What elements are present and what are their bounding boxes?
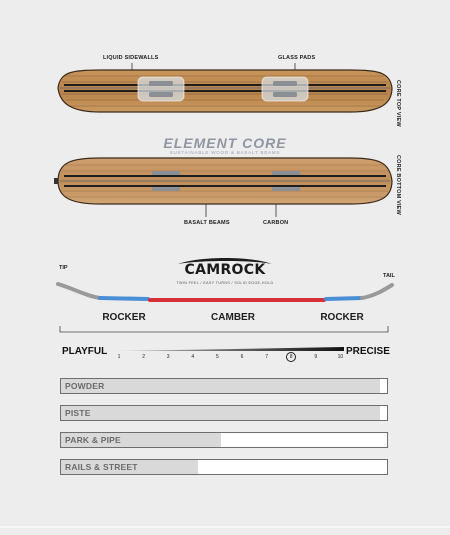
zone-bracket bbox=[60, 326, 388, 332]
terrain-rating-bar bbox=[61, 406, 380, 420]
terrain-label: RAILS & STREET bbox=[65, 462, 138, 472]
element-core-title: ELEMENT CORE bbox=[163, 135, 287, 151]
core-top-view-label: CORE TOP VIEW bbox=[395, 80, 401, 127]
flex-tick: 9 bbox=[314, 354, 318, 360]
terrain-rating-bar bbox=[61, 379, 380, 393]
flex-ramp bbox=[118, 347, 344, 351]
basalt-beams-label: BASALT BEAMS bbox=[184, 220, 230, 226]
flex-tick: 10 bbox=[337, 354, 344, 360]
core-top-view bbox=[58, 70, 392, 112]
flex-tick: 1 bbox=[117, 354, 121, 360]
terrain-row bbox=[60, 459, 388, 475]
tail-label: TAIL bbox=[383, 273, 395, 279]
terrain-row bbox=[60, 405, 388, 421]
core-bottom-view bbox=[54, 158, 392, 204]
flex-tick: 7 bbox=[265, 354, 268, 360]
flex-tick: 6 bbox=[240, 354, 244, 360]
terrain-label: PARK & PIPE bbox=[65, 435, 121, 445]
flex-playful-label: PLAYFUL bbox=[62, 346, 108, 357]
flex-tick: 5 bbox=[216, 354, 219, 360]
profile-title: CAMROCK bbox=[184, 262, 266, 278]
element-core-subtitle: SUSTAINABLE WOOD & BASALT BEAMS bbox=[169, 150, 281, 155]
flex-tick: 8 bbox=[286, 352, 296, 362]
terrain-row bbox=[60, 432, 388, 448]
core-bottom-view-label: CORE BOTTOM VIEW bbox=[395, 155, 401, 215]
liquid-sidewalls-label: LIQUID SIDEWALLS bbox=[103, 55, 159, 61]
carbon-label: CARBON bbox=[263, 220, 289, 226]
flex-tick: 3 bbox=[166, 354, 170, 360]
zone-rocker-right: ROCKER bbox=[320, 312, 364, 323]
tip-label: TIP bbox=[59, 265, 68, 271]
terrain-label: PISTE bbox=[65, 408, 91, 418]
terrain-label: POWDER bbox=[65, 381, 105, 391]
flex-precise-label: PRECISE bbox=[346, 346, 390, 357]
profile-subtitle: TWIN FEEL / EASY TURNS / SOLID EDGE-HOLD bbox=[176, 281, 274, 285]
glass-pads-label: GLASS PADS bbox=[278, 55, 316, 61]
terrain-row bbox=[60, 378, 388, 394]
flex-tick: 2 bbox=[142, 354, 145, 360]
flex-tick: 4 bbox=[191, 354, 195, 360]
zone-rocker-left: ROCKER bbox=[102, 312, 146, 323]
zone-camber: CAMBER bbox=[211, 312, 255, 323]
profile-curve bbox=[58, 284, 392, 300]
